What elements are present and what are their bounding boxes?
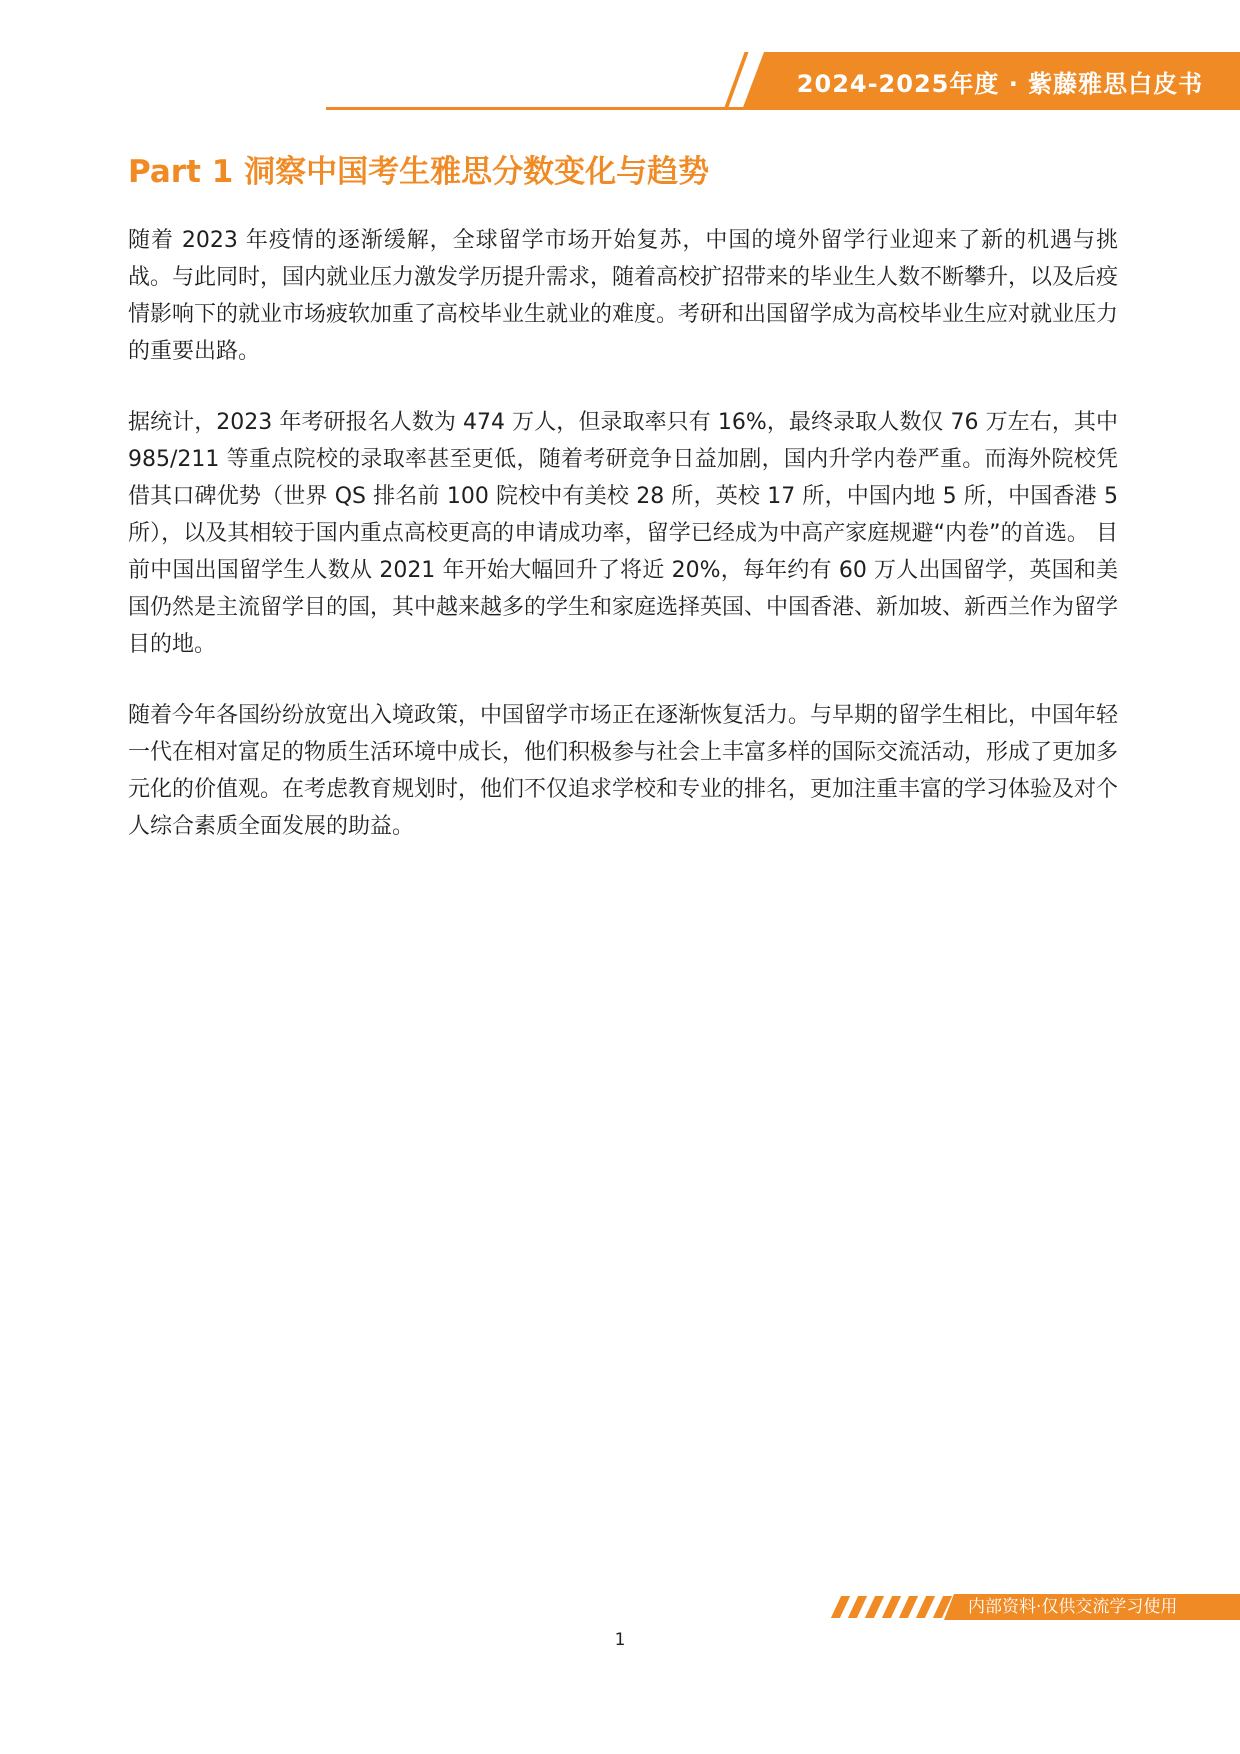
section-title: Part 1 洞察中国考生雅思分数变化与趋势 <box>128 154 710 190</box>
paragraph: 随着 2023 年疫情的逐渐缓解，全球留学市场开始复苏，中国的境外留学行业迎来了新的机遇与挑战。与此同时，国内就业压力激发学历提升需求，随着高校扩招带来的毕业生人数不断攀升，以及后疫情影响下的就业市场疲软加重了高校毕业生就业的难度。考研和出国留学成为高校毕业生应对就业压力的重要出路。 <box>128 228 1119 364</box>
stripe <box>899 1596 918 1618</box>
stripe <box>916 1596 935 1618</box>
document-title: 2024-2025年度 · 紫藤雅思白皮书 <box>796 69 1204 98</box>
header-rule <box>326 107 746 110</box>
footer-note: 内部资料·仅供交流学习使用 <box>968 1597 1178 1617</box>
footer-stripes-decoration <box>836 1596 947 1618</box>
stripe <box>882 1596 901 1618</box>
page-number: 1 <box>614 1630 626 1650</box>
paragraph: 随着今年各国纷纷放宽出入境政策，中国留学市场正在逐渐恢复活力。与早期的留学生相比，中国年轻一代在相对富足的物质生活环境中成长，他们积极参与社会上丰富多样的国际交流活动，形成了更加多元化的价值观。在考虑教育规划时，他们不仅追求学校和专业的排名，更加注重丰富的学习体验及对个人综合素质全面发展的助益。 <box>128 703 1119 839</box>
stripe <box>848 1596 867 1618</box>
stripe <box>865 1596 884 1618</box>
header-slash-decoration <box>723 52 748 110</box>
paragraph: 据统计，2023 年考研报名人数为 474 万人，但录取率只有 16%，最终录取人数仅 76 万左右，其中 985/211 等重点院校的录取率甚至更低，随着考研竞争日益加剧，国内升学内卷严重。而海外院校凭借其口碑优势（世界 QS 排名前 100 院校中有美校 28 所，英校 17 所，中国内地 5 所，中国香港 5 所），以及其相较于国内重点高校更高的申请成功率，留学已经成为中高产家庭规避“内卷”的首选。 目前中国出国留学生人数从 2021 年开始大幅回升了将近 20%，每年约有 60 万人出国留学，英国和美国仍然是主流留学目的国，其中越来越多的学生和家庭选择英国、中国香港、新加坡、新西兰作为留学目的地。 <box>128 410 1119 657</box>
body-text <box>128 222 1118 879</box>
stripe <box>831 1596 850 1618</box>
